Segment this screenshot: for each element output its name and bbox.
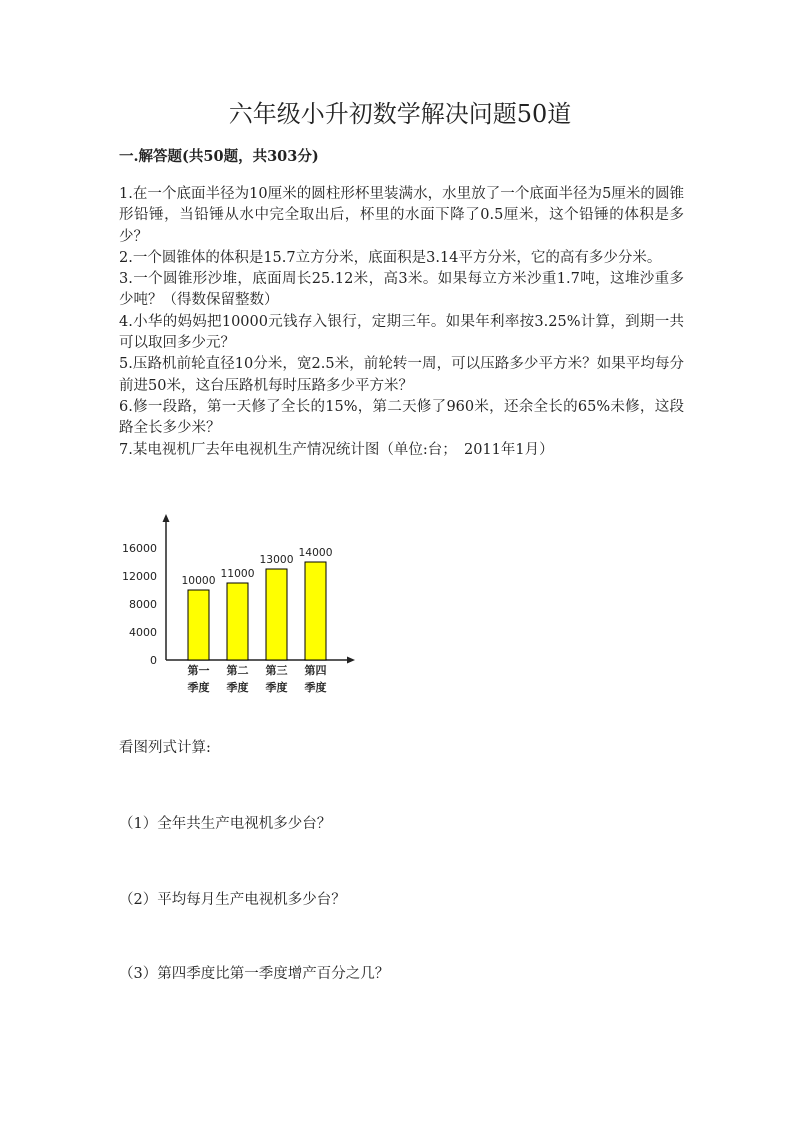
data-label: 14000 xyxy=(298,546,333,559)
bar xyxy=(266,569,287,660)
problem-6: 6.修一段路，第一天修了全长的15%，第二天修了960米，还余全长的65%未修，这段路全长多少米？ xyxy=(119,398,684,437)
category-label: 季度 xyxy=(187,681,210,694)
y-tick-label: 4000 xyxy=(129,626,157,639)
bar xyxy=(188,590,209,660)
data-label: 10000 xyxy=(181,574,216,587)
sub-question-2: （2）平均每月生产电视机多少台？ xyxy=(119,892,346,908)
y-axis-arrow xyxy=(163,514,170,522)
problem-1: 1.在一个底面半径为10厘米的圆柱形杯里装满水，水里放了一个底面半径为5厘米的圆锥形铅锤，当铅锤从水中完全取出后，杯里的水面下降了0.5厘米，这个铅锤的体积是多少？ xyxy=(119,186,684,245)
bar-chart-svg xyxy=(119,508,369,700)
document-title: 六年级小升初数学解决问题50道 xyxy=(228,100,572,128)
problem-3: 3.一个圆锥形沙堆，底面周长25.12米，高3米。如果每立方米沙重1.7吨，这堆沙重多少吨？（得数保留整数） xyxy=(119,271,684,309)
section-heading: 一.解答题(共50题，共303分) xyxy=(119,148,319,165)
y-tick-label: 16000 xyxy=(122,542,157,555)
problem-7: 7.某电视机厂去年电视机生产情况统计图（单位:台； 2011年1月） xyxy=(119,441,554,458)
problem-2: 2.一个圆锥体的体积是15.7立方分米，底面积是3.14平方分米，它的高有多少分米。 xyxy=(119,249,662,266)
category-label: 第四 xyxy=(304,664,327,677)
y-tick-label: 8000 xyxy=(129,598,157,611)
bar-chart xyxy=(119,508,369,700)
category-label: 第一 xyxy=(187,664,210,677)
y-tick-label: 0 xyxy=(150,654,157,667)
category-label: 第二 xyxy=(226,664,249,677)
bar xyxy=(305,562,326,660)
sub-question-1: （1）全年共生产电视机多少台？ xyxy=(119,816,332,832)
problem-4: 4.小华的妈妈把10000元钱存入银行，定期三年。如果年利率按3.25%计算，到期一共可以取回多少元？ xyxy=(119,313,684,352)
x-axis-arrow xyxy=(347,657,355,664)
category-label: 季度 xyxy=(226,681,249,694)
category-label: 季度 xyxy=(265,681,288,694)
problem-5: 5.压路机前轮直径10分米，宽2.5米，前轮转一周，可以压路多少平方米？如果平均每分前进50米，这台压路机每时压路多少平方米？ xyxy=(119,356,684,394)
calculation-prompt: 看图列式计算: xyxy=(119,740,211,756)
sub-question-3: （3）第四季度比第一季度增产百分之几？ xyxy=(119,966,390,982)
data-label: 11000 xyxy=(220,567,255,580)
y-tick-label: 12000 xyxy=(122,570,157,583)
category-label: 第三 xyxy=(265,664,288,677)
data-label: 13000 xyxy=(259,553,294,566)
problem-list xyxy=(119,184,684,461)
category-label: 季度 xyxy=(304,681,327,694)
bar xyxy=(227,583,248,660)
